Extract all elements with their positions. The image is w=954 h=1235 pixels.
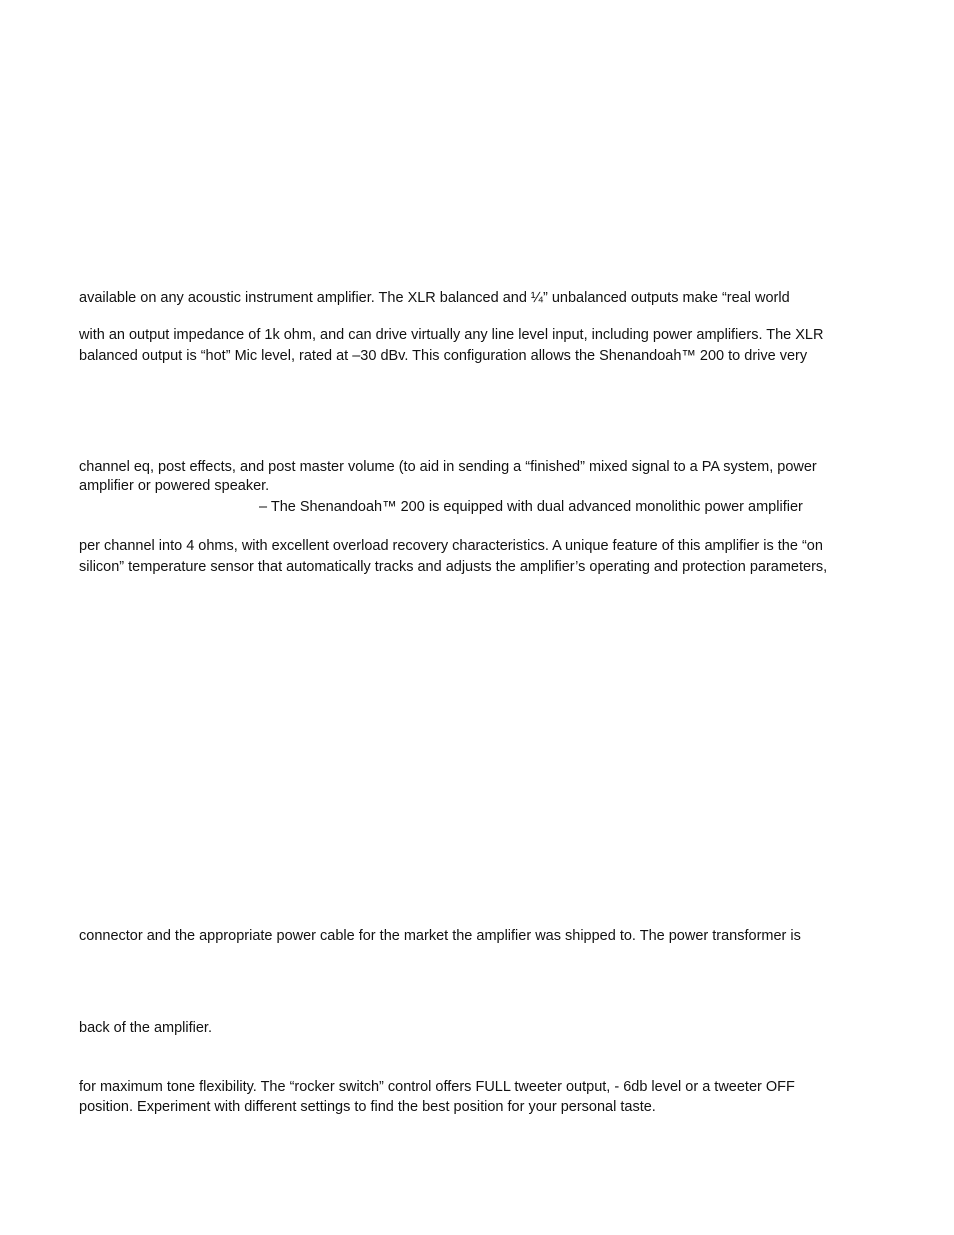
text-line-overload-recovery: per channel into 4 ohms, with excellent overload recovery characteristics. A unique feature of this amplifier is the “on [79, 538, 823, 554]
text-line-powered-speaker: amplifier or powered speaker. [79, 478, 270, 494]
text-line-channel-eq: channel eq, post effects, and post master volume (to aid in sending a “finished” mixed signal to a PA system, power [79, 459, 817, 475]
text-line-outputs: available on any acoustic instrument amplifier. The XLR balanced and ¼” unbalanced outputs make “real world [79, 290, 790, 306]
text-line-temperature-sensor: silicon” temperature sensor that automatically tracks and adjusts the amplifier’s operating and protection parameters, [79, 559, 828, 575]
text-line-power-amplifier: – The Shenandoah™ 200 is equipped with dual advanced monolithic power amplifier [259, 499, 803, 515]
text-line-personal-taste: position. Experiment with different settings to find the best position for your personal taste. [79, 1099, 656, 1115]
text-line-xlr-output: balanced output is “hot” Mic level, rated at –30 dBv. This configuration allows the Shenandoah™ 200 to drive very [79, 348, 808, 364]
text-line-back-of-amplifier: back of the amplifier. [79, 1020, 212, 1036]
text-line-power-cable: connector and the appropriate power cable for the market the amplifier was shipped to. The power transformer is [79, 928, 801, 944]
text-line-rocker-switch: for maximum tone flexibility. The “rocker switch” control offers FULL tweeter output, - 6db level or a tweeter OFF [79, 1079, 795, 1095]
text-line-impedance: with an output impedance of 1k ohm, and can drive virtually any line level input, including power amplifiers. The XLR [79, 327, 824, 343]
